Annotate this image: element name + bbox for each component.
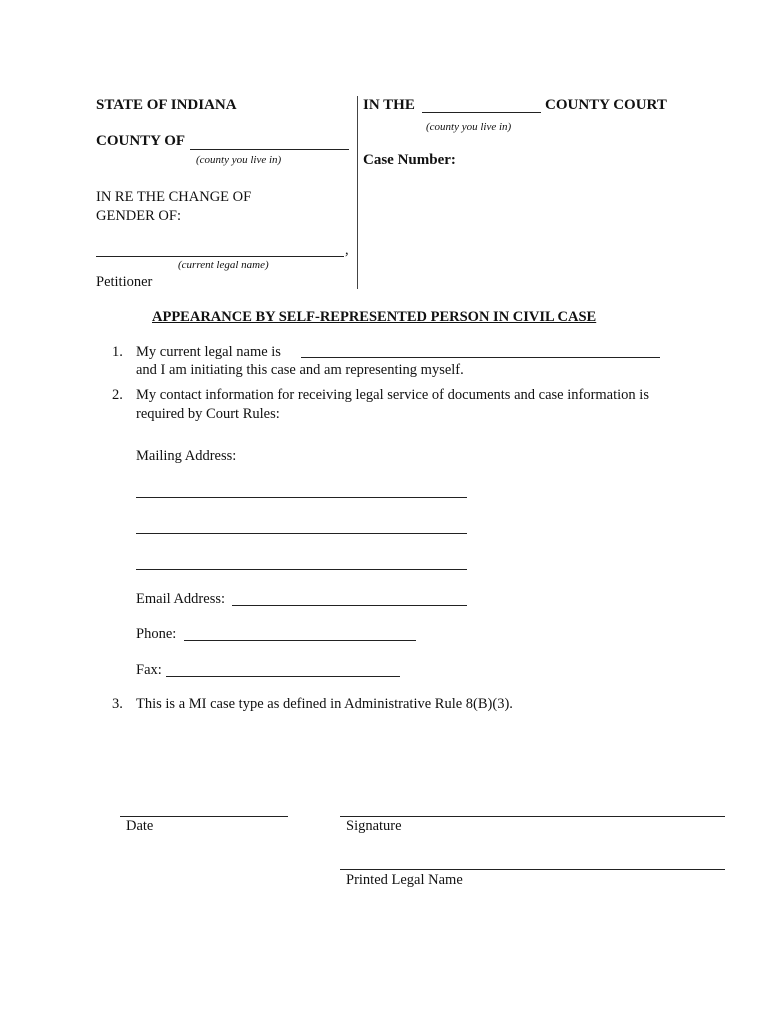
state-label: STATE OF INDIANA xyxy=(96,97,237,113)
item-1-line1: My current legal name is xyxy=(136,344,281,360)
date-line[interactable] xyxy=(120,816,288,817)
current-name-line[interactable] xyxy=(96,256,344,257)
legal-name-line[interactable] xyxy=(301,357,660,358)
phone-label: Phone: xyxy=(136,626,177,642)
item-1-line2: and I am initiating this case and am representing myself. xyxy=(136,362,464,378)
mailing-address-line-3[interactable] xyxy=(136,569,467,570)
date-label: Date xyxy=(126,818,154,834)
email-label: Email Address: xyxy=(136,591,226,607)
item-number-3: 3. xyxy=(112,696,123,712)
in-the-label: IN THE xyxy=(363,97,415,113)
signature-line[interactable] xyxy=(340,816,725,817)
county-of-label: COUNTY OF xyxy=(96,133,186,149)
mailing-address-line-1[interactable] xyxy=(136,497,467,498)
phone-line[interactable] xyxy=(184,640,416,641)
comma: , xyxy=(345,242,349,258)
item-number-1: 1. xyxy=(112,344,123,360)
signature-label: Signature xyxy=(346,818,402,834)
item-number-2: 2. xyxy=(112,387,123,403)
printed-name-label: Printed Legal Name xyxy=(346,872,463,888)
mailing-address-line-2[interactable] xyxy=(136,533,467,534)
gender-of-label: GENDER OF: xyxy=(96,208,181,224)
mailing-address-label: Mailing Address: xyxy=(136,448,237,464)
county-caption-right: (county you live in) xyxy=(426,121,512,133)
case-number-label: Case Number: xyxy=(363,152,456,168)
fax-label: Fax: xyxy=(136,662,162,678)
name-caption: (current legal name) xyxy=(178,259,269,271)
county-court-line[interactable] xyxy=(422,112,541,113)
fax-line[interactable] xyxy=(166,676,400,677)
document-title: APPEARANCE BY SELF-REPRESENTED PERSON IN CIVIL CASE xyxy=(152,309,597,325)
item-2-line2: required by Court Rules: xyxy=(136,406,280,422)
item-3-line1: This is a MI case type as defined in Administrative Rule 8(B)(3). xyxy=(136,696,513,712)
petitioner-label: Petitioner xyxy=(96,274,153,290)
item-2-line1: My contact information for receiving legal service of documents and case information is xyxy=(136,387,649,403)
caption-divider xyxy=(357,96,358,289)
county-court-label: COUNTY COURT xyxy=(545,97,667,113)
county-caption-left: (county you live in) xyxy=(196,154,282,166)
in-re-label: IN RE THE CHANGE OF xyxy=(96,189,252,205)
email-line[interactable] xyxy=(232,605,467,606)
county-of-line[interactable] xyxy=(190,149,349,150)
printed-name-line[interactable] xyxy=(340,869,725,870)
